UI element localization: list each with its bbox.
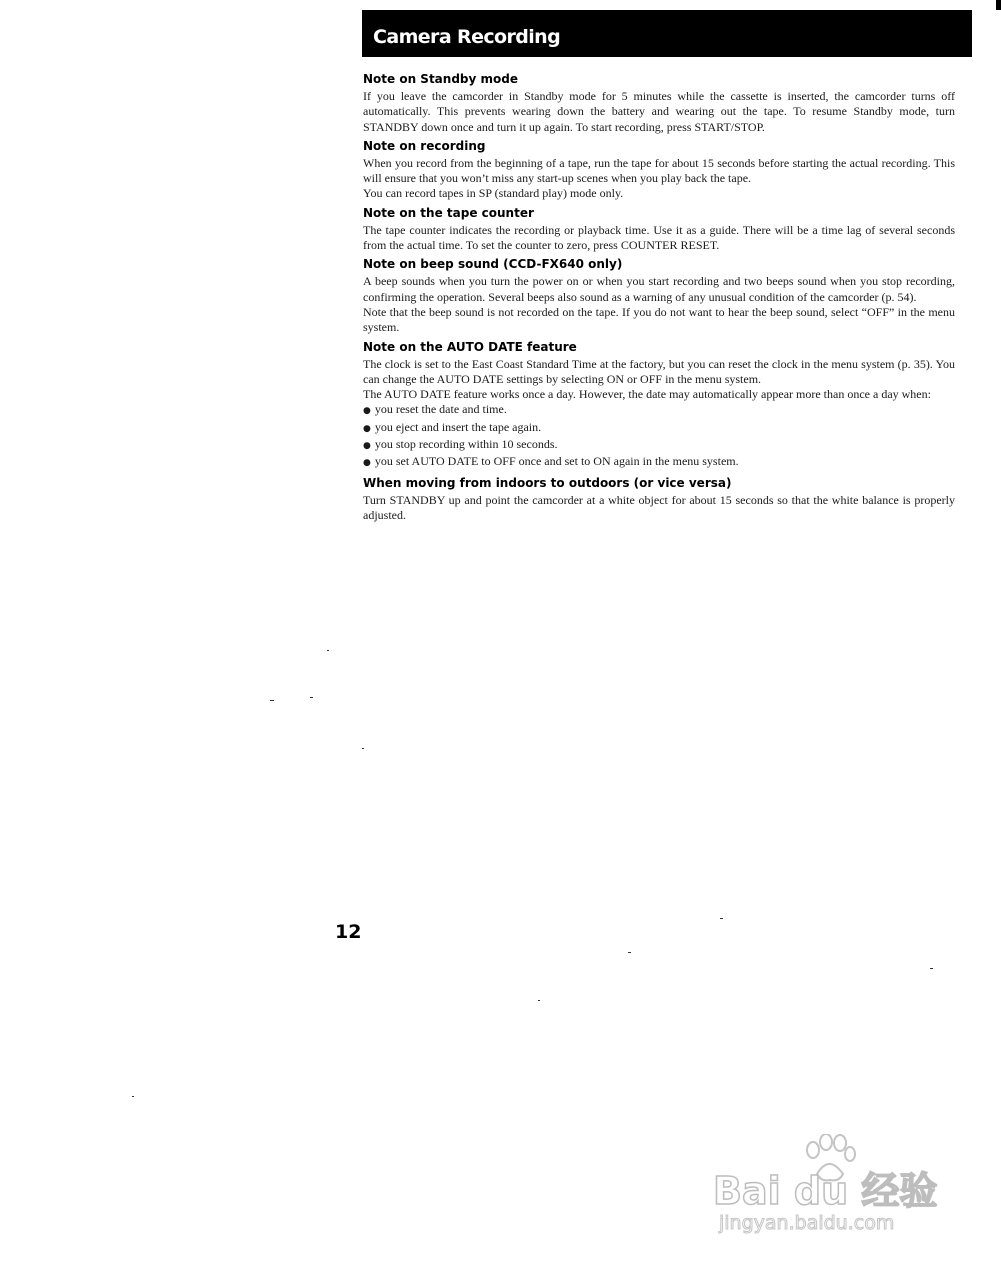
scan-speck [270, 700, 274, 701]
note-beep-sound [363, 257, 955, 335]
bullet-text: you reset the date and time. [374, 402, 507, 417]
bullet-item [363, 454, 955, 471]
bullet-icon: ● [363, 406, 371, 417]
note-paragraph: If you leave the camcorder in Standby mode for 5 minutes while the cassette is inserted, the camcorder turns off automatically. This prevents wearing down the battery and wearing out the tape. To resume Standby mode, turn STANDBY down once and turn it up again. To start recording, press START/STOP. [363, 89, 955, 134]
bullet-icon: ● [363, 423, 371, 434]
scan-speck [538, 1000, 540, 1001]
note-paragraph: You can record tapes in SP (standard play) mode only. [363, 186, 624, 201]
note-tape-counter [363, 206, 955, 254]
note-heading: When moving from indoors to outdoors (or vice versa) [363, 475, 732, 490]
section-header-bar [362, 10, 972, 57]
scan-speck [132, 1096, 134, 1097]
bullet-item [363, 402, 955, 419]
scan-speck [310, 697, 313, 698]
bullet-list [363, 402, 955, 471]
scan-speck [327, 650, 329, 651]
note-auto-date [363, 340, 955, 472]
note-heading: Note on beep sound (CCD-FX640 only) [363, 257, 623, 272]
watermark-url: jingyan.baidu.com [719, 1212, 895, 1234]
page-edge-mark [996, 0, 1001, 10]
note-paragraph: The clock is set to the East Coast Standard Time at the factory, but you can reset the clock in the menu system (p. 35). You can change the AUTO DATE settings by selecting ON or OFF in the menu system. [363, 356, 955, 386]
section-title: Camera Recording [373, 26, 561, 48]
note-paragraph: A beep sounds when you turn the power on or when you start recording and two beeps sound when you stop recording, confirming the operation. Several beeps also sound as a warning of any unusual condition of the camcorder (p. 54). [363, 274, 955, 304]
note-heading: Note on recording [363, 138, 486, 153]
scan-speck [930, 968, 933, 969]
watermark-brand: Bai du 经验 [713, 1169, 938, 1213]
note-paragraph: Turn STANDBY up and point the camcorder at a white object for about 15 seconds so that the white balance is properly adjusted. [363, 492, 955, 522]
scan-speck [720, 918, 723, 919]
note-indoors-outdoors [363, 476, 955, 524]
note-paragraph: Note that the beep sound is not recorded on the tape. If you do not want to hear the beep sound, select “OFF” in the menu system. [363, 304, 955, 335]
note-heading: Note on the tape counter [363, 205, 534, 220]
note-paragraph: The AUTO DATE feature works once a day. However, the date may automatically appear more than once a day when: [363, 387, 931, 402]
page-content [363, 72, 955, 527]
note-heading: Note on Standby mode [363, 72, 518, 86]
note-paragraph: The tape counter indicates the recording or playback time. Use it as a guide. There will be a time lag of several seconds from the actual time. To set the counter to zero, press COUNTER RESET. [363, 222, 955, 253]
note-heading: Note on the AUTO DATE feature [363, 339, 577, 354]
note-standby-mode [363, 72, 955, 135]
scan-speck [628, 952, 631, 953]
note-paragraph: When you record from the beginning of a tape, run the tape for about 15 seconds before starting the actual recording. This will ensure that you won’t miss any start-up scenes when you play back the tape. [363, 155, 955, 186]
bullet-icon: ● [363, 441, 371, 452]
bullet-item [363, 420, 955, 437]
bullet-text: you set AUTO DATE to OFF once and set to ON again in the menu system. [374, 454, 739, 469]
bullet-item [363, 437, 955, 454]
note-recording [363, 139, 955, 202]
bullet-text: you stop recording within 10 seconds. [374, 437, 558, 452]
page-number: 12 [335, 921, 362, 943]
bullet-text: you eject and insert the tape again. [374, 419, 542, 434]
scan-speck [362, 748, 364, 749]
baidu-watermark [713, 1140, 943, 1240]
bullet-icon: ● [363, 458, 371, 469]
